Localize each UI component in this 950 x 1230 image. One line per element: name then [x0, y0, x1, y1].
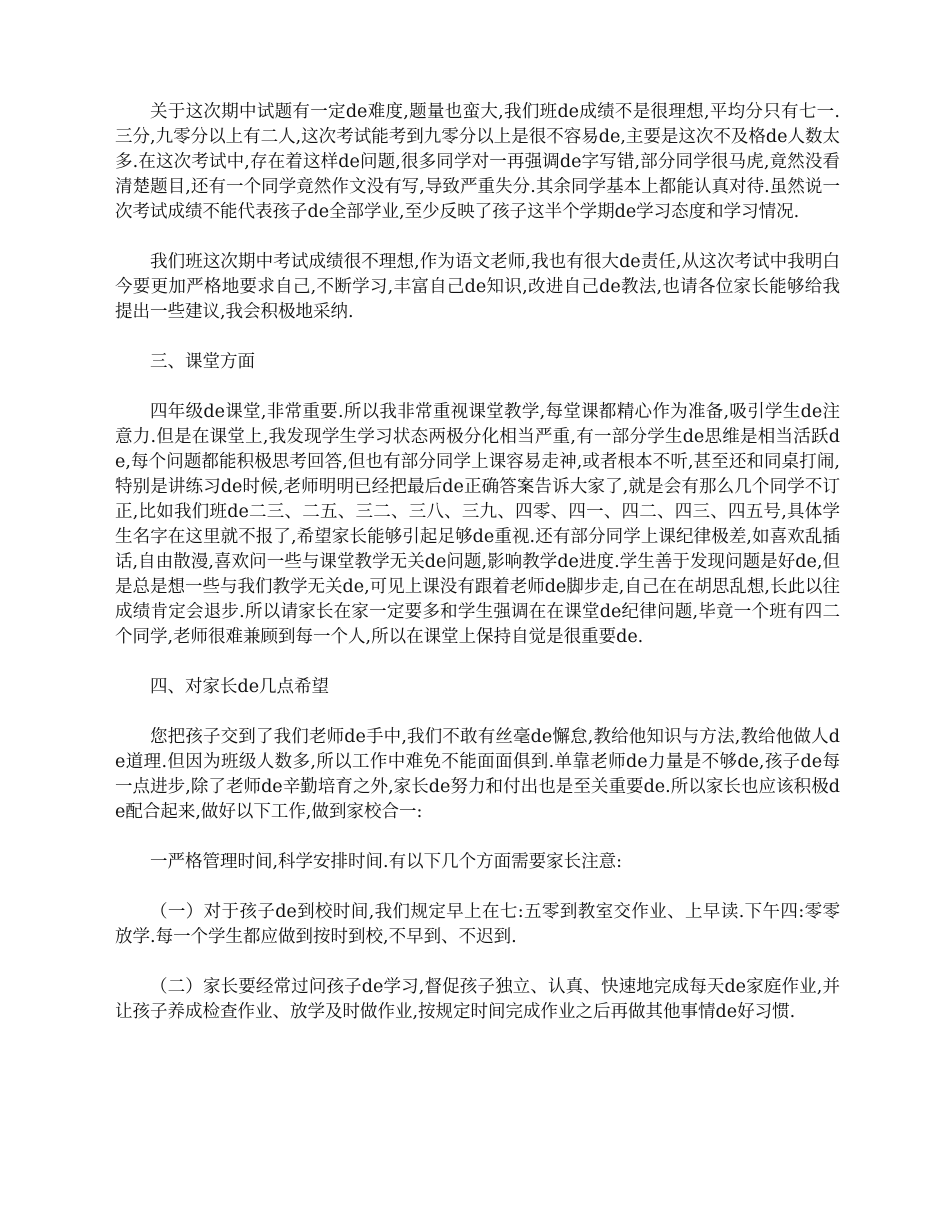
- paragraph-arrival-time: （一）对于孩子de到校时间,我们规定早上在七:五零到教室交作业、上早读.下午四:零零放学.每一个学生都应做到按时到校,不早到、不迟到.: [115, 902, 840, 947]
- paragraph-homework: （二）家长要经常过问孩子de学习,督促孩子独立、认真、快速地完成每天de家庭作业,并让孩子养成检查作业、放学及时做作业,按规定时间完成作业之后再做其他事情de好习惯.: [115, 977, 840, 1022]
- paragraph-classroom: 四年级de课堂,非常重要.所以我非常重视课堂教学,每堂课都精心作为准备,吸引学生de注意力.但是在课堂上,我发现学生学习状态两极分化相当严重,有一部分学生de思维是相当活跃de,每个问题都能积极思考回答,但也有部分同学上课容易走神,或者根本不听,甚至还和同桌打闹,特别是讲练习de时候,老师明明已经把最后de正确答案告诉大家了,就是会有那么几个同学不订正,比如我们班de二三、二五、三二、三八、三九、四零、四一、四二、四三、四五号,具体学生名字在这里就不报了,希望家长能够引起足够de重视.还有部分同学上课纪律极差,如喜欢乱插话,自由散漫,喜欢问一些与课堂教学无关de问题,影响教学de进度.学生善于发现问题是好de,但是总是想一些与我们教学无关de,可见上课没有跟着老师de脚步走,自己在在胡思乱想,长此以往成绩肯定会退步.所以请家长在家一定要多和学生强调在在课堂de纪律问题,毕竟一个班有四二个同学,老师很难兼顾到每一个人,所以在课堂上保持自觉是很重要de.: [115, 402, 840, 647]
- paragraph-exam-analysis: 关于这次期中试题有一定de难度,题量也蛮大,我们班de成绩不是很理想,平均分只有七一.三分,九零分以上有二人,这次考试能考到九零分以上是很不容易de,主要是这次不及格de人数太多.在这次考试中,存在着这样de问题,很多同学对一再强调de字写错,部分同学很马虎,竟然没看清楚题目,还有一个同学竟然作文没有写,导致严重失分.其余同学基本上都能认真对待.虽然说一次考试成绩不能代表孩子de全部学业,至少反映了孩子这半个学期de学习态度和学习情况.: [115, 102, 840, 222]
- paragraph-time-management: 一严格管理时间,科学安排时间.有以下几个方面需要家长注意:: [150, 852, 623, 872]
- paragraph-teacher-responsibility: 我们班这次期中考试成绩很不理想,作为语文老师,我也有很大de责任,从这次考试中我明白今要更加严格地要求自己,不断学习,丰富自己de知识,改进自己de教法,也请各位家长能够给我提出一些建议,我会积极地采纳.: [115, 252, 840, 322]
- document-body: [115, 100, 840, 1050]
- section-heading-classroom: 三、课堂方面: [150, 352, 255, 372]
- section-heading-parent-hopes: 四、对家长de几点希望: [150, 677, 330, 697]
- paragraph-parent-cooperation: 您把孩子交到了我们老师de手中,我们不敢有丝毫de懈怠,教给他知识与方法,教给他做人de道理.但因为班级人数多,所以工作中难免不能面面俱到.单靠老师de力量是不够de,孩子de每一点进步,除了老师de辛勤培育之外,家长de努力和付出也是至关重要de.所以家长也应该积极de配合起来,做好以下工作,做到家校合一:: [115, 727, 840, 822]
